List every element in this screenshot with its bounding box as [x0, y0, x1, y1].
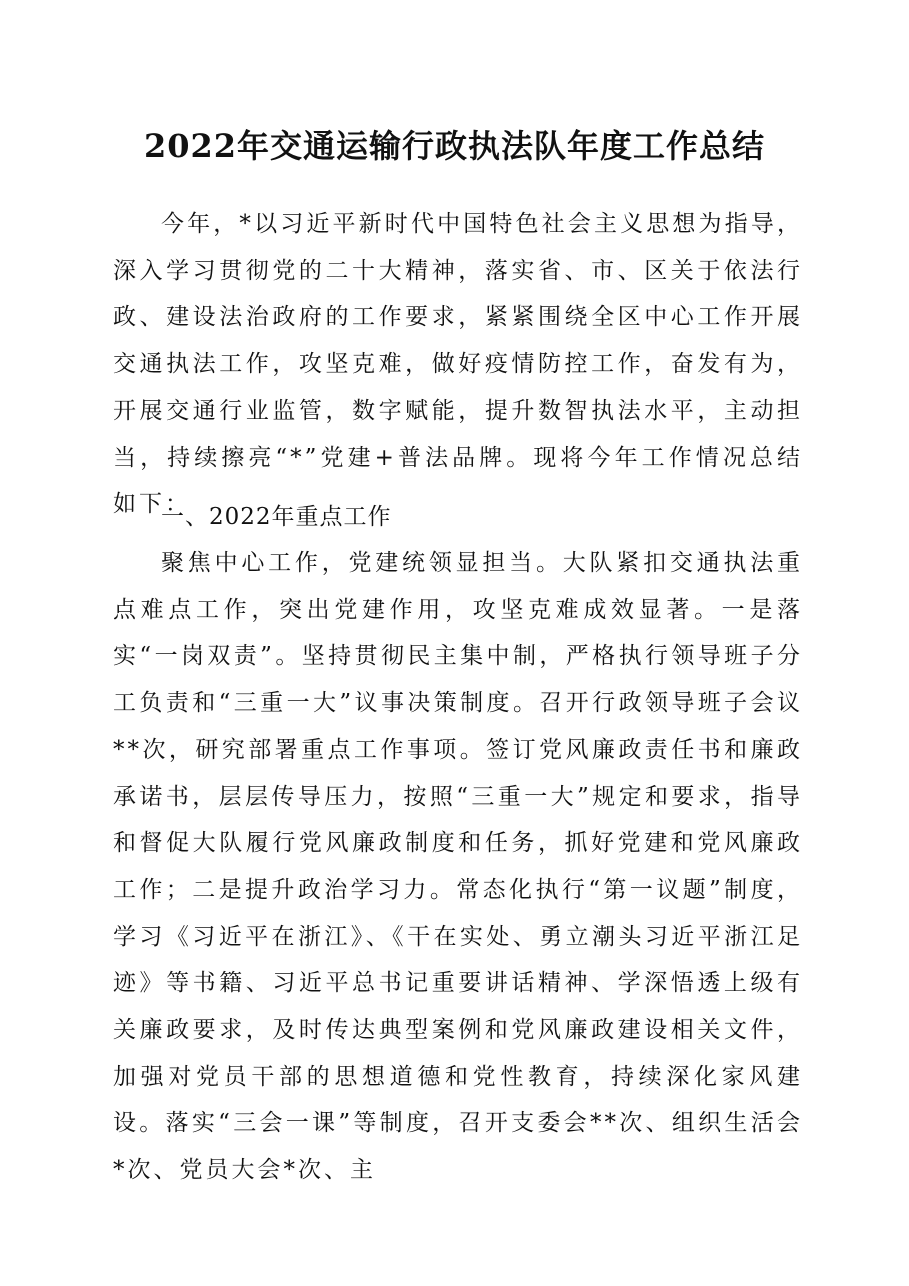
section-heading: 一、2022年重点工作	[161, 504, 392, 530]
section-paragraph: 聚焦中心工作，党建统领显担当。大队紧扣交通执法重点难点工作，突出党建作用，攻坚克难成效显著。一是落实“一岗双责”。坚持贯彻民主集中制，严格执行领导班子分工负责和“三重一大”议事决策制度。召开行政领导班子会议**次，研究部署重点工作事项。签订党风廉政责任书和廉政承诺书，层层传导压力，按照“三重一大”规定和要求，指导和督促大队履行党风廉政制度和任务，抓好党建和党风廉政工作；二是提升政治学习力。常态化执行“第一议题”制度，学习《习近平在浙江》、《干在实处、勇立潮头习近平浙江足迹》等书籍、习近平总书记重要讲话精神、学深悟透上级有关廉政要求，及时传达典型案例和党风廉政建设相关文件，加强对党员干部的思想道德和党性教育，持续深化家风建设。落实“三会一课”等制度，召开支委会**次、组织生活会*次、党员大会*次、主	[113, 550, 803, 1184]
document-title: 2022年交通运输行政执法队年度工作总结	[143, 127, 766, 165]
intro-paragraph: 今年，*以习近平新时代中国特色社会主义思想为指导，深入学习贯彻党的二十大精神，落实省、市、区关于依法行政、建设法治政府的工作要求，紧紧围绕全区中心工作开展交通执法工作，攻坚克难，做好疫情防控工作，奋发有为，开展交通行业监管，数字赋能，提升数智执法水平，主动担当，持续擦亮“*”党建+普法品牌。现将今年工作情况总结如下：	[113, 211, 803, 518]
